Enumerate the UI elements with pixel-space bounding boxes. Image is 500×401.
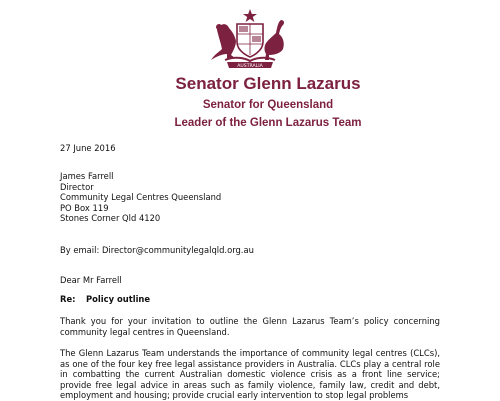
subject-label: Re: (60, 294, 76, 304)
address-line: Stones Corner Qld 4120 (60, 213, 161, 223)
team-role: Leader of the Glenn Lazarus Team (174, 117, 362, 129)
salutation: Dear Mr Farrell (60, 275, 122, 285)
senator-role: Senator for Queensland (202, 99, 334, 111)
crest-label: AUSTRALIA (237, 64, 263, 69)
address-line: PO Box 119 (60, 202, 109, 213)
coat-of-arms-icon (205, 8, 295, 70)
email-line: By email: Director@communitylegalqld.org.au (60, 245, 254, 255)
letterhead (0, 0, 500, 135)
senator-name: Senator Glenn Lazarus (175, 74, 361, 93)
paragraph: Thank you for your invitation to outline the Glenn Lazarus Team’s policy concerning community legal centres in Queensland. (60, 316, 440, 337)
recipient-address (60, 171, 221, 224)
paragraph: The Glenn Lazarus Team understands the importance of community legal centres (CLCs), as one of the four key free legal assistance providers in Australia. CLCs play a central role in combatting the current Australian domestic violence crisis as a front line service; provide free legal advice in areas such as family violence, family law, credit and debt, employment and housing; provide crucial early intervention to stop legal problems (60, 348, 440, 400)
subject-text: Policy outline (86, 294, 151, 304)
address-line: Community Legal Centres Queensland (60, 192, 222, 202)
address-line: James Farrell (60, 171, 114, 181)
letter-date: 27 June 2016 (60, 143, 116, 153)
subject-line (60, 294, 150, 305)
address-line: Director (60, 181, 94, 192)
